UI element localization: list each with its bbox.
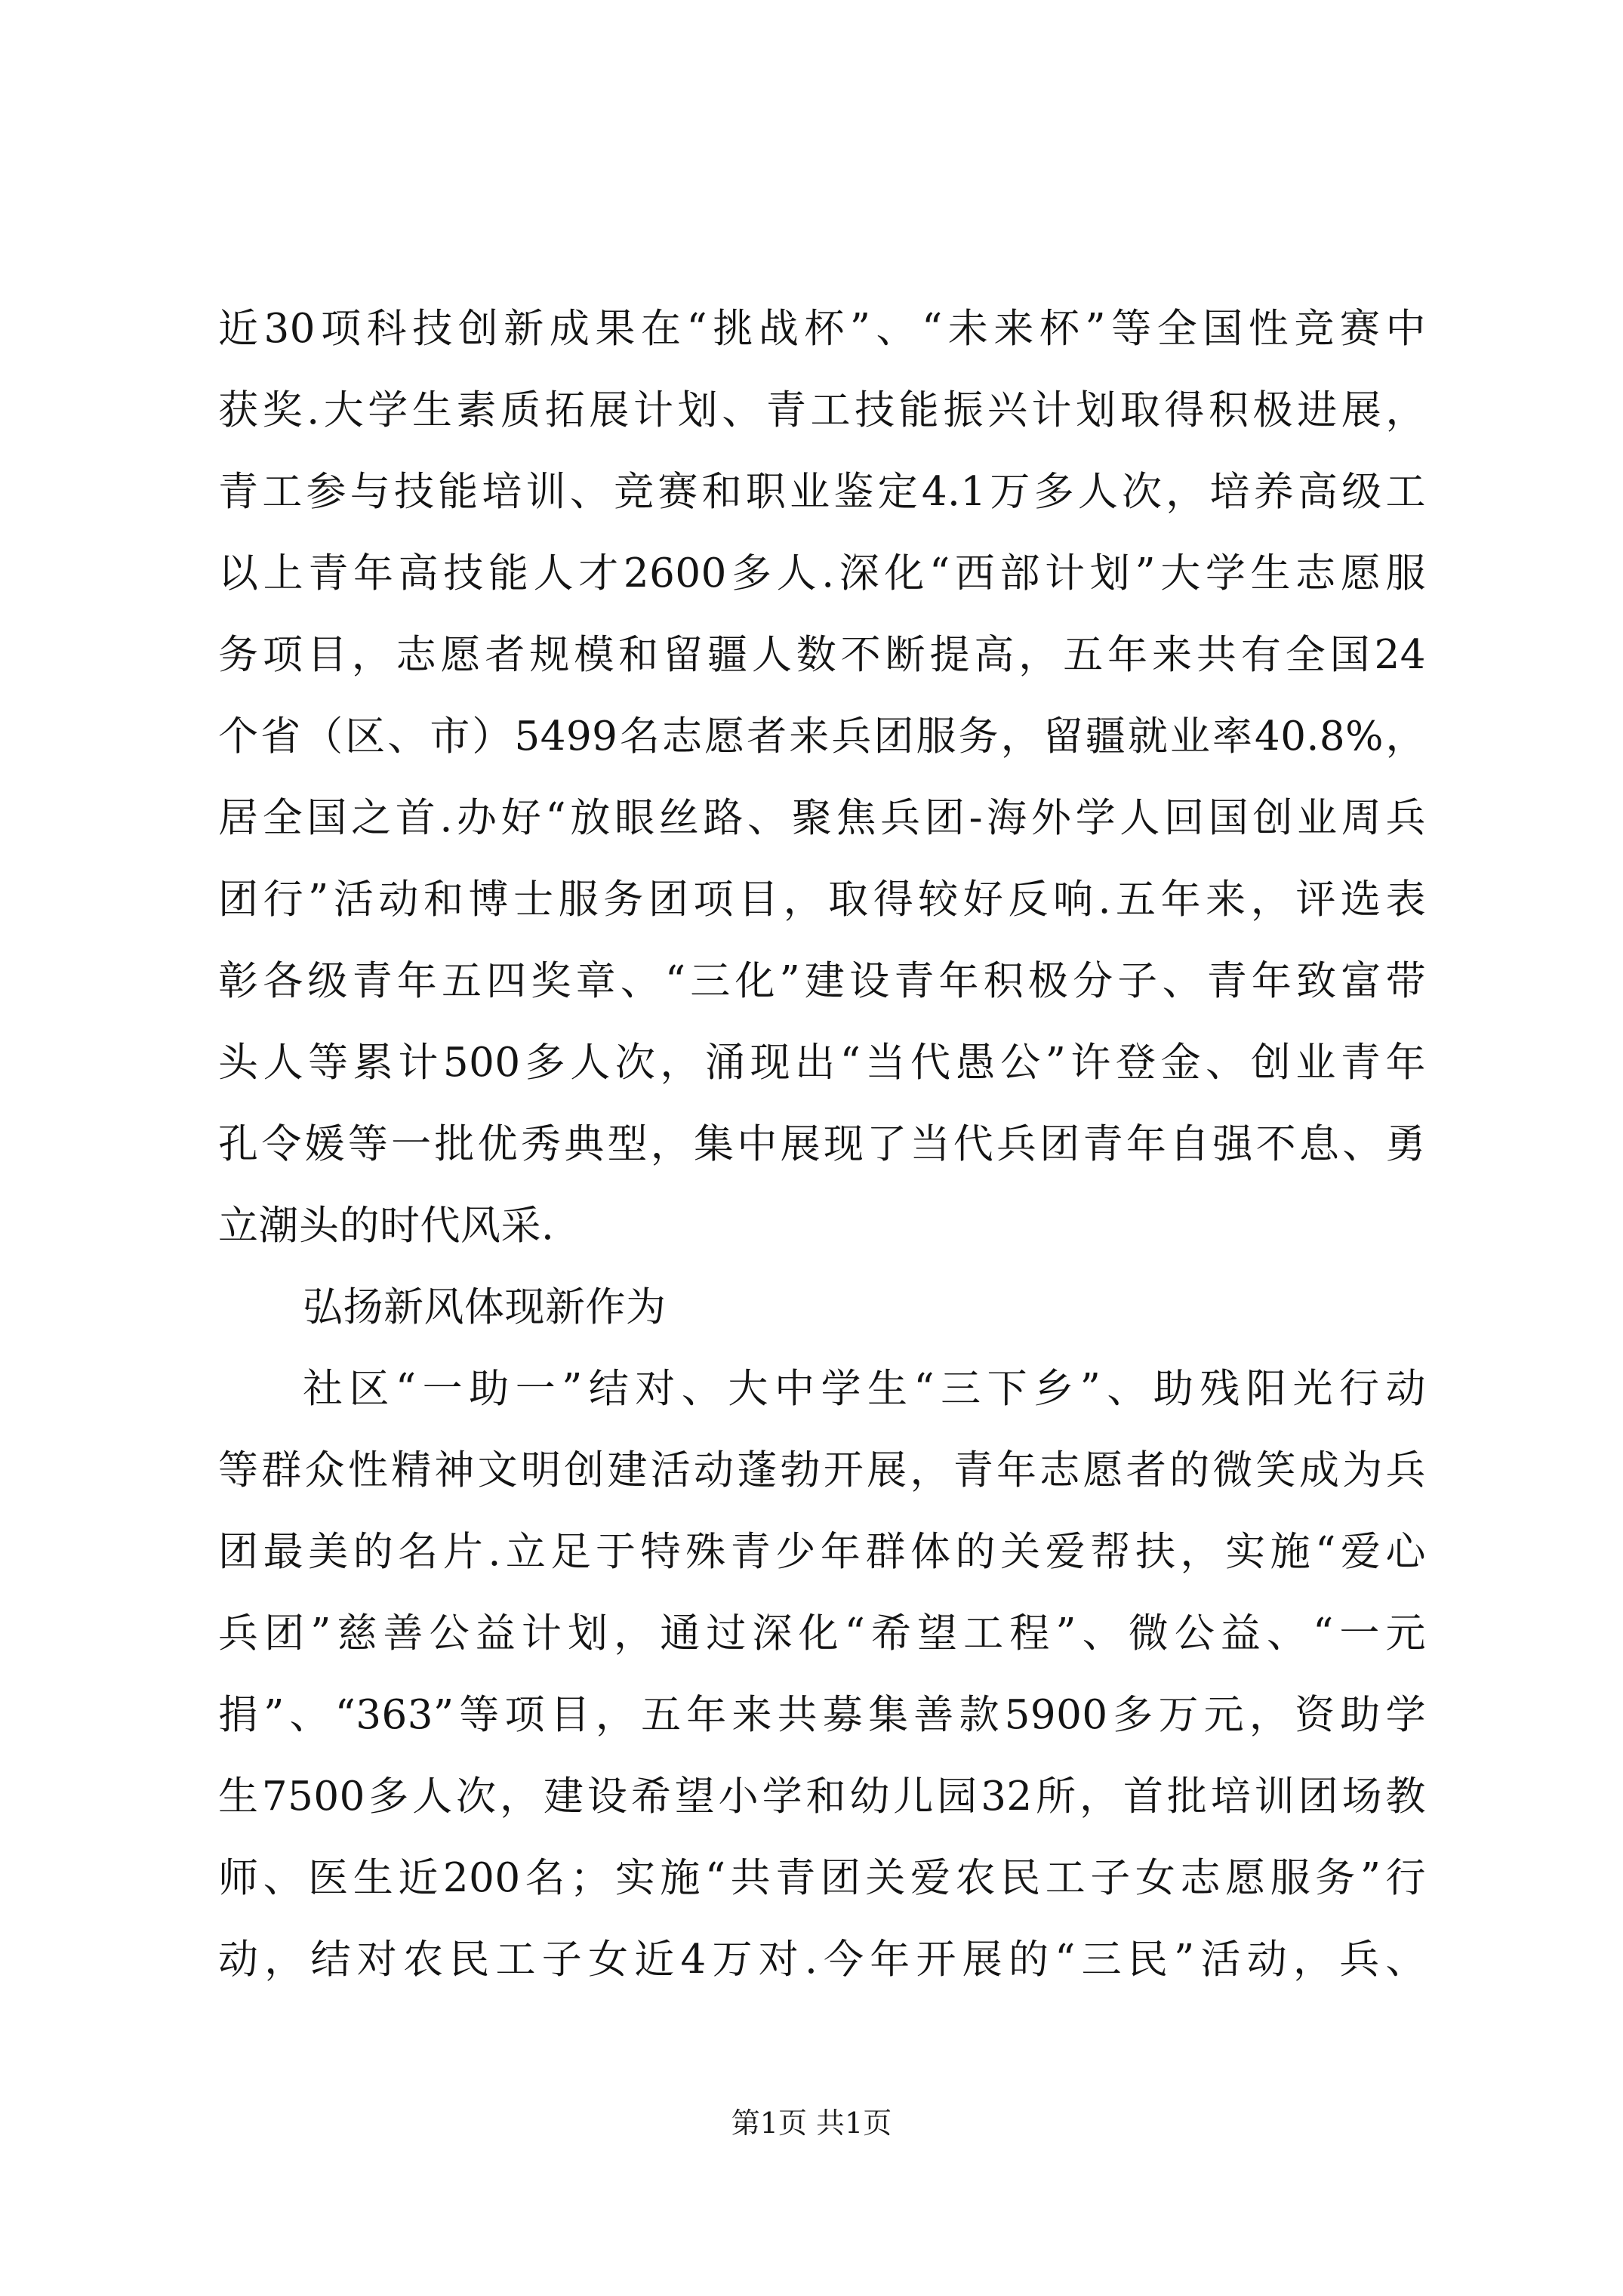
- text-line: 生7500多人次，建设希望小学和幼儿园32所，首批培训团场教: [218, 1774, 1426, 1820]
- section-heading: 弘扬新风体现新作为: [303, 1284, 667, 1330]
- text-line: 获奖.大学生素质拓展计划、青工技能振兴计划取得积极进展，: [218, 387, 1426, 433]
- text-line: 等群众性精神文明创建活动蓬勃开展，青年志愿者的微笑成为兵: [218, 1447, 1426, 1493]
- text-line: 头人等累计500多人次，涌现出“当代愚公”许登金、创业青年: [218, 1040, 1426, 1086]
- text-line: 团行”活动和博士服务团项目，取得较好反响.五年来，评选表: [218, 877, 1426, 923]
- text-line: 以上青年高技能人才2600多人.深化“西部计划”大学生志愿服: [218, 550, 1426, 596]
- text-line: 兵团”慈善公益计划，通过深化“希望工程”、微公益、“一元: [218, 1610, 1426, 1657]
- text-line: 师、医生近200名；实施“共青团关爱农民工子女志愿服务”行: [218, 1855, 1426, 1901]
- text-line: 立潮头的时代风采.: [218, 1203, 555, 1249]
- text-line: 孔令媛等一批优秀典型，集中展现了当代兵团青年自强不息、勇: [218, 1121, 1426, 1167]
- text-line: 青工参与技能培训、竞赛和职业鉴定4.1万多人次，培养高级工: [218, 469, 1426, 515]
- text-line: 动，结对农民工子女近4万对.今年开展的“三民”活动，兵、: [218, 1937, 1426, 1983]
- paragraph-2: [218, 1348, 1426, 2001]
- text-line: 近30项科技创新成果在“挑战杯”、“未来杯”等全国性竞赛中: [218, 306, 1426, 352]
- page-footer: 第1页 共1页: [731, 2106, 892, 2140]
- text-line: 彰各级青年五四奖章、“三化”建设青年积极分子、青年致富带: [218, 958, 1426, 1004]
- paragraph-1: [218, 288, 1426, 1267]
- text-line: 社区“一助一”结对、大中学生“三下乡”、助残阳光行动: [303, 1366, 1426, 1412]
- text-line: 个省（区、市）5499名志愿者来兵团服务，留疆就业率40.8%，: [218, 713, 1426, 760]
- body-text: [218, 288, 1426, 2001]
- text-line: 捐”、“363”等项目，五年来共募集善款5900多万元，资助学: [218, 1692, 1426, 1738]
- text-line: 居全国之首.办好“放眼丝路、聚焦兵团-海外学人回国创业周兵: [218, 795, 1426, 841]
- text-line: 团最美的名片.立足于特殊青少年群体的关爱帮扶，实施“爱心: [218, 1529, 1426, 1575]
- text-line: 务项目，志愿者规模和留疆人数不断提高，五年来共有全国24: [218, 632, 1426, 678]
